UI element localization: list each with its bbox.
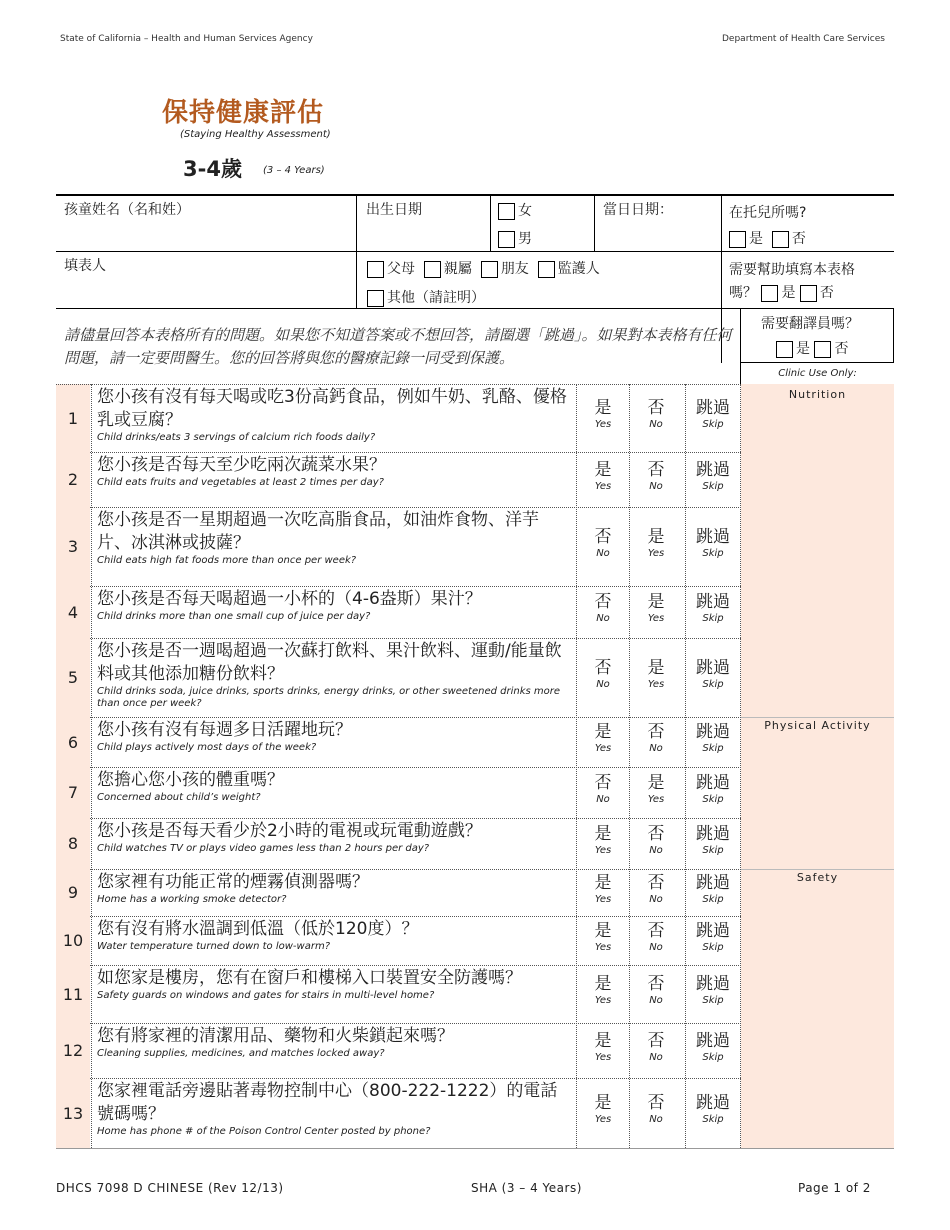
footer-rule <box>56 1148 894 1149</box>
answer-option-1[interactable]: 是 Yes <box>594 459 612 492</box>
interpreter-divider <box>740 362 894 363</box>
male-checkbox[interactable] <box>498 231 515 248</box>
answer-option-2[interactable]: 是 Yes <box>647 592 665 624</box>
page-subtitle: (Staying Healthy Assessment) <box>180 129 331 140</box>
question-text-cell <box>91 384 576 452</box>
column-separator <box>629 384 630 1148</box>
daycare-label: 在托兒所嗎? <box>729 205 807 221</box>
answer-option-1[interactable]: 是 Yes <box>594 722 612 754</box>
form-id: DHCS 7098 D CHINESE (Rev 12/13) <box>56 1181 284 1195</box>
clinic-physical-activity-label: Physical Activity <box>764 719 871 732</box>
female-checkbox[interactable] <box>498 203 515 220</box>
info-top-border <box>56 194 894 196</box>
answer-option-1[interactable]: 是 Yes <box>594 1093 612 1125</box>
parent-checkbox[interactable] <box>367 261 384 278</box>
question-text-cell <box>91 507 576 586</box>
answer-option-skip[interactable]: 跳過 Skip <box>696 1030 730 1063</box>
question-en: Child plays actively most days of the week? <box>97 742 317 753</box>
need-help-options: 嗎？ 是 否 <box>729 285 834 301</box>
question-en: Child eats fruits and vegetables at least 2 times per day? <box>97 477 384 488</box>
row-separator-top <box>56 384 741 385</box>
question-zh: 您擔心您小孩的體重嗎？ <box>97 770 284 790</box>
answer-option-skip[interactable]: 跳過 Skip <box>696 823 730 856</box>
answer-option-2[interactable]: 是 Yes <box>647 657 665 690</box>
question-number: 6 <box>56 717 90 767</box>
answer-option-1[interactable]: 是 Yes <box>594 398 612 430</box>
answer-option-2[interactable]: 是 Yes <box>647 772 665 805</box>
answer-option-skip[interactable]: 跳過 Skip <box>696 1093 730 1125</box>
agency-name: State of California – Health and Human Services Agency <box>60 34 313 44</box>
question-en: Home has a working smoke detector? <box>97 894 287 905</box>
answer-option-skip[interactable]: 跳過 Skip <box>696 920 730 953</box>
interpreter-label: 需要翻譯員嗎？ <box>761 316 859 332</box>
clinic-divider-2 <box>741 869 894 870</box>
guardian-checkbox[interactable] <box>538 261 555 278</box>
question-number: 12 <box>56 1023 90 1078</box>
question-zh: 您小孩是否一星期超過一次吃高脂食品，如油炸食物、洋芋片、冰淇淋或披薩？ <box>97 510 539 553</box>
clinic-divider-1 <box>741 717 894 718</box>
question-number: 9 <box>56 869 90 916</box>
question-number: 8 <box>56 818 90 869</box>
question-text-cell <box>91 916 576 965</box>
other-checkbox[interactable] <box>367 290 384 307</box>
question-text-cell <box>91 1078 576 1148</box>
question-text-cell <box>91 452 576 507</box>
question-en: Child eats high fat foods more than once per week? <box>97 555 357 566</box>
answer-option-2[interactable]: 否 No <box>647 823 665 856</box>
column-separator <box>91 384 92 1148</box>
clinic-nutrition-label: Nutrition <box>788 388 847 401</box>
interpreter-right-border <box>893 309 894 363</box>
column-separator <box>576 384 577 1148</box>
child-name-label: 孩童姓名（名和姓） <box>64 202 190 218</box>
filled-by-label: 填表人 <box>64 258 106 274</box>
answer-option-skip[interactable]: 跳過 Skip <box>696 974 730 1006</box>
answer-option-2[interactable]: 否 No <box>647 974 665 1006</box>
answer-option-2[interactable]: 否 No <box>647 920 665 953</box>
daycare-yes-checkbox[interactable] <box>729 231 746 248</box>
answer-option-skip[interactable]: 跳過 Skip <box>696 592 730 624</box>
question-number: 5 <box>56 638 90 717</box>
question-number: 10 <box>56 916 90 965</box>
answer-option-skip[interactable]: 跳過 Skip <box>696 772 730 805</box>
question-zh: 您小孩是否每天至少吃兩次蔬菜水果？ <box>97 455 386 475</box>
today-date-label: 當日日期： <box>603 202 673 218</box>
question-text-cell <box>91 586 576 638</box>
question-number: 7 <box>56 767 90 818</box>
question-zh: 您家裡電話旁邊貼著毒物控制中心（800-222-1222）的電話號碼嗎？ <box>97 1081 558 1124</box>
answer-option-skip[interactable]: 跳過 Skip <box>696 872 730 905</box>
question-en: Water temperature turned down to low-warm? <box>97 941 331 952</box>
interpreter-options: 是 否 <box>776 338 848 358</box>
answer-option-1[interactable]: 否 No <box>594 592 612 624</box>
info-col-divider-1 <box>356 195 357 308</box>
answer-option-2[interactable]: 否 No <box>647 459 665 492</box>
question-number: 11 <box>56 965 90 1023</box>
daycare-options: 是 否 <box>729 228 806 248</box>
answer-option-2[interactable]: 否 No <box>647 1093 665 1125</box>
question-text-cell <box>91 717 576 767</box>
answer-option-1[interactable]: 是 Yes <box>594 823 612 856</box>
form-short-name: SHA (3 – 4 Years) <box>471 1181 582 1195</box>
question-zh: 您小孩是否每天喝超過一小杯的（4-6盎斯）果汁？ <box>97 589 482 609</box>
question-zh: 您有沒有將水溫調到低溫（低於120度）？ <box>97 919 419 939</box>
question-zh: 您小孩有沒有每週多日活躍地玩？ <box>97 720 352 740</box>
answer-option-1[interactable]: 是 Yes <box>594 872 612 905</box>
answer-option-1[interactable]: 否 No <box>594 772 612 805</box>
column-separator <box>740 384 741 1148</box>
column-separator <box>685 384 686 1148</box>
question-number: 3 <box>56 507 90 586</box>
question-number: 1 <box>56 384 90 452</box>
answer-option-skip[interactable]: 跳過 Skip <box>696 526 730 559</box>
answer-option-skip[interactable]: 跳過 Skip <box>696 459 730 492</box>
question-zh: 如您家是樓房，您有在窗戶和樓梯入口裝置安全防護嗎？ <box>97 968 522 988</box>
answer-option-2[interactable]: 否 No <box>647 872 665 905</box>
page-number: Page 1 of 2 <box>798 1181 871 1195</box>
age-range-subtitle: (3 – 4 Years) <box>263 165 325 176</box>
answer-option-2[interactable]: 否 No <box>647 1030 665 1063</box>
question-en: Cleaning supplies, medicines, and matches locked away? <box>97 1048 385 1059</box>
question-en: Home has phone # of the Poison Control Center posted by phone? <box>97 1126 431 1137</box>
friend-checkbox[interactable] <box>481 261 498 278</box>
answer-option-2[interactable]: 否 No <box>647 722 665 754</box>
question-zh: 您小孩是否一週喝超過一次蘇打飲料、果汁飲料、運動/能量飲料或其他添加糖份飲料？ <box>97 641 562 684</box>
clinic-column <box>741 384 894 1149</box>
answer-option-1[interactable]: 是 Yes <box>594 974 612 1006</box>
interpreter-yes-checkbox[interactable] <box>776 341 793 358</box>
question-text-cell <box>91 965 576 1023</box>
answer-option-1[interactable]: 是 Yes <box>594 920 612 953</box>
question-number: 4 <box>56 586 90 638</box>
question-en: Child drinks soda, juice drinks, sports drinks, energy drinks, or other sweetened drinks more than once per week? <box>97 686 561 709</box>
female-option[interactable]: 女 <box>498 200 532 220</box>
question-text-cell <box>91 869 576 916</box>
need-help-label: 需要幫助填寫本表格 <box>729 262 855 278</box>
question-en: Safety guards on windows and gates for stairs in multi-level home? <box>97 990 435 1001</box>
birth-date-label: 出生日期 <box>366 202 422 218</box>
answer-option-skip[interactable]: 跳過 Skip <box>696 657 730 690</box>
question-text-cell <box>91 638 576 717</box>
info-col-divider-3 <box>594 195 595 252</box>
question-text-cell <box>91 767 576 818</box>
question-zh: 您小孩是否每天看少於2小時的電視或玩電動遊戲？ <box>97 821 482 841</box>
daycare-no-checkbox[interactable] <box>772 231 789 248</box>
page-title: 保持健康評估 <box>162 98 325 128</box>
info-row-divider <box>56 251 894 252</box>
question-number: 13 <box>56 1078 90 1148</box>
answer-option-1[interactable]: 否 No <box>594 526 612 559</box>
need-help-no-checkbox[interactable] <box>800 285 817 302</box>
relation-options: 父母 親屬 朋友 監護人 <box>367 258 600 278</box>
other-option[interactable]: 其他（請註明） <box>367 287 485 307</box>
question-zh: 您小孩有沒有每天喝或吃3份高鈣食品，例如牛奶、乳酪、優格乳或豆腐？ <box>97 387 567 430</box>
clinic-safety-label: Safety <box>796 871 839 884</box>
answer-option-1[interactable]: 否 No <box>594 657 612 690</box>
age-range-title: 3-4歲 <box>183 157 242 181</box>
answer-option-2[interactable]: 否 No <box>647 398 665 430</box>
question-zh: 您家裡有功能正常的煙霧偵測器嗎？ <box>97 872 369 892</box>
info-bottom-border <box>56 308 894 309</box>
question-text-cell <box>91 818 576 869</box>
question-en: Child drinks more than one small cup of juice per day? <box>97 611 371 622</box>
clinic-use-only-label: Clinic Use Only: <box>778 368 857 379</box>
answer-option-skip[interactable]: 跳過 Skip <box>696 722 730 754</box>
question-en: Concerned about child’s weight? <box>97 792 261 803</box>
instructions-text: 請儘量回答本表格所有的問題。如果您不知道答案或不想回答，請圈選「跳過」。如果對本表格有任何問題，請一定要問醫生。您的回答將與您的醫療記錄一同受到保護。 <box>64 326 732 367</box>
info-col-divider-2 <box>490 195 491 252</box>
answer-option-skip[interactable]: 跳過 Skip <box>696 398 730 430</box>
answer-option-1[interactable]: 是 Yes <box>594 1030 612 1063</box>
question-number: 2 <box>56 452 90 507</box>
relative-checkbox[interactable] <box>424 261 441 278</box>
question-text-cell <box>91 1023 576 1078</box>
question-en: Child watches TV or plays video games less than 2 hours per day? <box>97 843 430 854</box>
question-en: Child drinks/eats 3 servings of calcium rich foods daily? <box>97 432 376 443</box>
interpreter-no-checkbox[interactable] <box>814 341 831 358</box>
need-help-yes-checkbox[interactable] <box>761 285 778 302</box>
department-name: Department of Health Care Services <box>722 34 885 44</box>
question-zh: 您有將家裡的清潔用品、藥物和火柴鎖起來嗎？ <box>97 1026 454 1046</box>
answer-option-2[interactable]: 是 Yes <box>647 526 665 559</box>
male-option[interactable]: 男 <box>498 228 532 248</box>
